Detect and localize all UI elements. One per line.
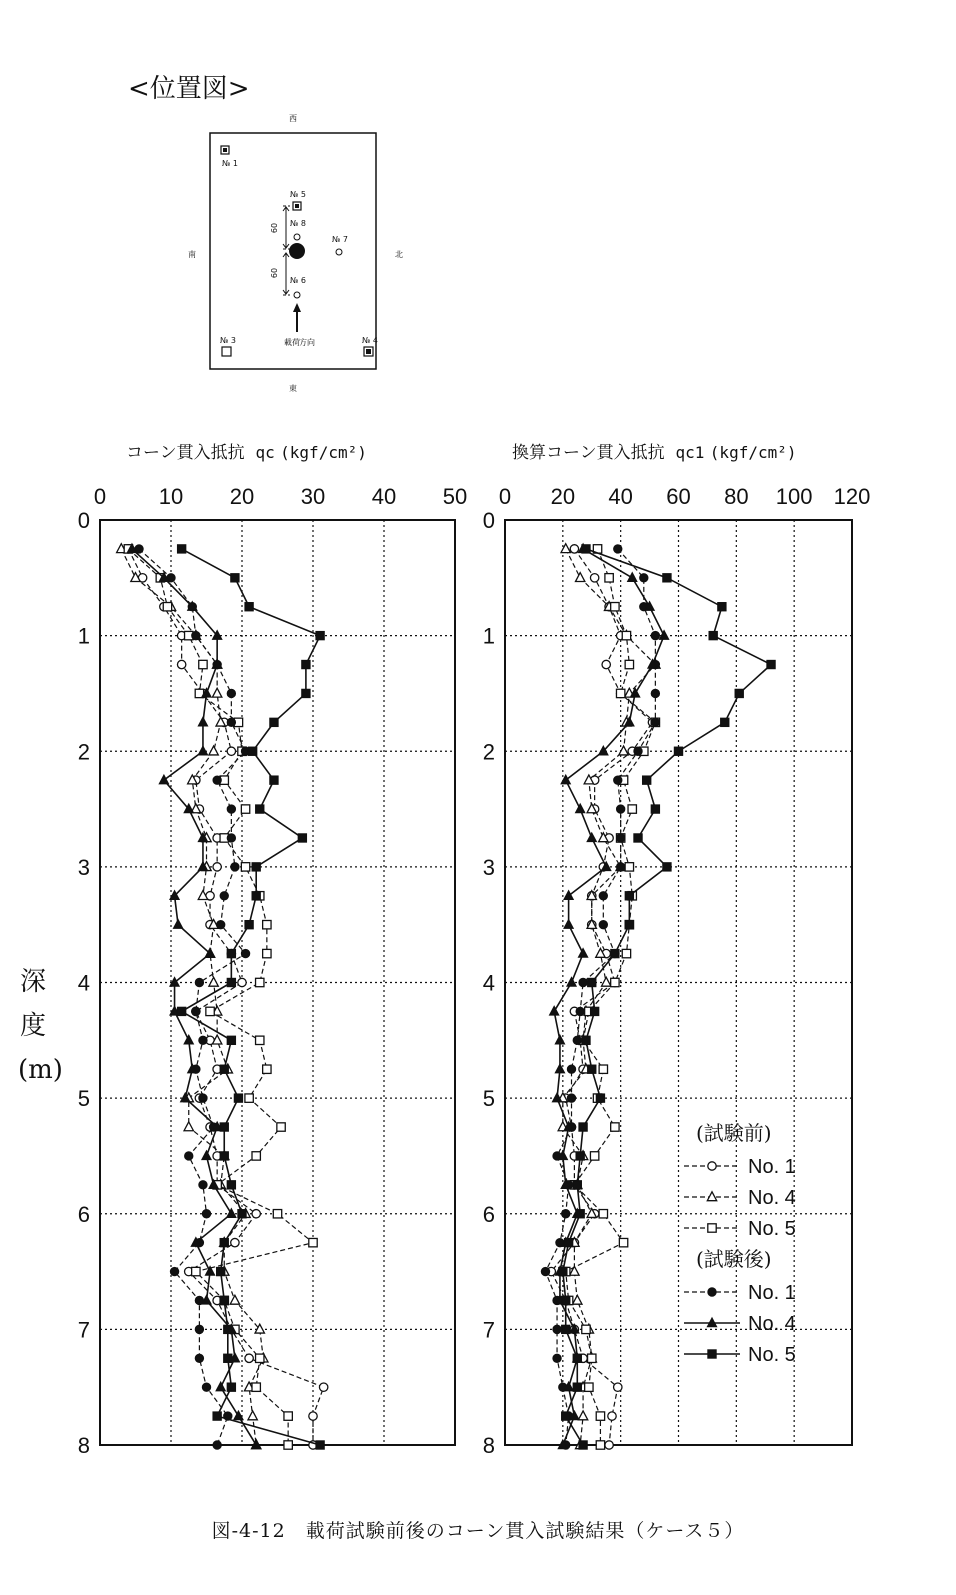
figure-caption: 図-4-12 載荷試験前後のコーン貫入試験結果（ケース５）: [211, 1520, 745, 1542]
chart-right-series-after-no5-point: [588, 978, 596, 986]
chart-left-series-before-no1-point: [245, 1354, 253, 1362]
chart-left-series-after-no4: [127, 544, 261, 1449]
chart-left-series-after-no1-point: [202, 1210, 210, 1218]
chart-left-y-tick-label: 7: [77, 1317, 90, 1343]
chart-left-series-after-no5-point: [227, 1383, 235, 1391]
chart-left-series-after-no1-point: [217, 920, 225, 928]
chart-left-series-after-no5-point: [270, 718, 278, 726]
chart-right-series-after-no4-point: [564, 919, 573, 928]
chart-left-series-after-no1-point: [192, 631, 200, 639]
chart-left-series-after-no5-point: [270, 776, 278, 784]
chart-left-series-after-no5-point: [220, 1296, 228, 1304]
chart-left-series-before-no4: [117, 544, 268, 1449]
chart-left-series-before-no5-point: [192, 1267, 200, 1275]
chart-left-series-before-no5-point: [256, 978, 264, 986]
chart-left-series-after-no1-point: [192, 1007, 200, 1015]
chart-right-series-after-no5-point: [625, 920, 633, 928]
chart-right-series-after-no5-point: [709, 631, 717, 639]
chart-right-series-after-no5-point: [562, 1412, 570, 1420]
chart-left-series-after-no5-point: [238, 1210, 246, 1218]
chart-left-series-after-no5-point: [224, 1325, 232, 1333]
chart-left-series-before-no5-point: [206, 1007, 214, 1015]
chart-left-series-before-no5: [124, 545, 317, 1449]
chart-right-x-tick-label: 20: [550, 484, 576, 509]
chart-left-series-after-no5-point: [302, 689, 310, 697]
chart-left-symbol: qc: [255, 443, 275, 462]
chart-right-series-after-no5-point: [562, 1296, 570, 1304]
chart-left-series-before-no5-point: [263, 1065, 271, 1073]
chart-right-series-after-no5: [559, 545, 776, 1449]
chart-right-series-after-no5-point: [576, 1210, 584, 1218]
chart-left-series-after-no1-point: [213, 1441, 221, 1449]
chart-left-y-tick-label: 6: [77, 1201, 90, 1227]
chart-right-series-after-no4-point: [587, 833, 596, 842]
load-direction-label-2: 方向: [299, 338, 315, 347]
chart-left-series-after-no5-point: [245, 920, 253, 928]
chart-right-series-after-no1-point: [576, 1007, 584, 1015]
chart-right-series-before-no4-point: [575, 573, 584, 582]
chart-right-series-after-no4-point: [549, 1006, 558, 1015]
chart-right-series-after-no1-point: [567, 1065, 575, 1073]
chart-left-series-after-no5-point: [252, 892, 260, 900]
chart-left-y-tick-label: 5: [77, 1086, 90, 1112]
legend-marker: [708, 1224, 716, 1232]
chart-left-x-tick-label: 0: [93, 484, 107, 509]
compass-west: 西: [289, 114, 297, 123]
chart-left-series-before-no5-point: [245, 1094, 253, 1102]
chart-right-series-before-no5-point: [611, 1123, 619, 1131]
chart-left-series-after-no1-point: [170, 1267, 178, 1275]
chart-left-series-before-no5-point: [284, 1441, 292, 1449]
chart-left-series-before-no4-point: [209, 977, 218, 986]
legend-entry-label: No. 4: [748, 1313, 796, 1335]
chart-left-series-after-no1-point: [213, 776, 221, 784]
chart-left-series-before-no1-point: [231, 1238, 239, 1246]
chart-right-series-after-no1-point: [651, 718, 659, 726]
chart-right-series-before-no5-point: [599, 1210, 607, 1218]
chart-left-series-before-no1-point: [252, 1210, 260, 1218]
chart-left-series-after-no1-point: [199, 1036, 207, 1044]
chart-right: [483, 484, 871, 1458]
chart-left-series-after-no5-point: [220, 1123, 228, 1131]
chart-left-y-tick-label: 1: [77, 623, 90, 649]
chart-right-symbol: qc1: [675, 443, 705, 462]
chart-right-series-after-no5-point: [562, 1325, 570, 1333]
chart-left-series-before-no5-point: [256, 1354, 264, 1362]
chart-left-series-before-no1-point: [309, 1412, 317, 1420]
chart-right-series-after-no5-point: [564, 1238, 572, 1246]
chart-right-series-before-no4: [558, 544, 660, 1449]
chart-right-series-before-no5-point: [596, 1441, 604, 1449]
chart-left-series-before-no5-point: [263, 949, 271, 957]
chart-right-series-before-no5-point: [622, 631, 630, 639]
chart-left-series-after-no5-point: [248, 747, 256, 755]
chart-left-series-before-no5-point: [277, 1123, 285, 1131]
chart-left-series-after-no5-point: [220, 1238, 228, 1246]
chart-right-series-after-no1-point: [616, 805, 624, 813]
point-3-label: № 3: [220, 336, 236, 345]
point-4-label: № 4: [362, 336, 378, 345]
chart-right-series-after-no1-point: [579, 978, 587, 986]
chart-left-x-tick-label: 30: [300, 484, 326, 509]
chart-right-series-after-no5-point: [721, 718, 729, 726]
chart-right-y-tick-label: 5: [482, 1086, 495, 1112]
chart-left-series-before-no1-point: [213, 863, 221, 871]
chart-left-series-after-no1-point: [185, 1152, 193, 1160]
chart-right-series-before-no5-point: [588, 1354, 596, 1362]
chart-left-x-tick-label: 40: [371, 484, 397, 509]
chart-right-series-after-no4-line: [554, 549, 664, 1445]
chart-right-series-after-no1-point: [614, 776, 622, 784]
chart-right-unit: (kgf/cm²): [709, 443, 797, 462]
chart-right-series-before-no5-point: [628, 805, 636, 813]
chart-right-series-after-no5-point: [663, 574, 671, 582]
chart-right-x-tick-label: 60: [666, 484, 691, 509]
chart-right-series-after-no5-point: [573, 1181, 581, 1189]
chart-right-series-after-no1-point: [541, 1267, 549, 1275]
chart-left-series-before-no1-point: [238, 978, 246, 986]
chart-right-series-before-no5: [562, 545, 660, 1449]
compass-north: 北: [395, 250, 403, 259]
chart-right-series-before-no5-point: [611, 978, 619, 986]
chart-right-series-before-no1-point: [602, 660, 610, 668]
chart-left-series-after-no5-point: [227, 949, 235, 957]
legend-entry-label: No. 4: [748, 1187, 796, 1209]
chart-right-series-after-no4: [549, 544, 668, 1449]
chart-right-series-after-no5-line: [563, 549, 771, 1445]
chart-left-series-after-no1-point: [227, 834, 235, 842]
chart-left-series-after-no5-line: [182, 549, 320, 1445]
chart-right-series-before-no4-point: [573, 1295, 582, 1304]
point-6-label: № 6: [290, 276, 306, 285]
point-5-label: № 5: [290, 190, 306, 199]
chart-left-series-before-no4-point: [184, 1122, 193, 1131]
depth-axis-label: 深 度 (m): [18, 967, 63, 1085]
chart-left-series-after-no1-point: [199, 1181, 207, 1189]
chart-right-x-tick-label: 80: [724, 484, 749, 509]
chart-right-series-after-no5-point: [588, 1065, 596, 1073]
chart-right-series-after-no5-point: [573, 1354, 581, 1362]
chart-left-series-after-no5-point: [227, 978, 235, 986]
chart-right-series-after-no5-point: [718, 603, 726, 611]
chart-right-series-before-no5-point: [605, 574, 613, 582]
chart-right-series-before-no1-point: [614, 1383, 622, 1391]
chart-left-series-after-no1-line: [139, 549, 246, 1445]
chart-right-series-before-no1-point: [605, 1441, 613, 1449]
chart-left-series-after-no5-point: [220, 1152, 228, 1160]
chart-right-series-after-no1-point: [651, 631, 659, 639]
chart-left-series-after-no4-point: [184, 1035, 193, 1044]
chart-left-x-tick-label: 10: [158, 484, 184, 509]
chart-left-series-before-no5-point: [163, 603, 171, 611]
chart-right-series-after-no1-point: [562, 1210, 570, 1218]
chart-left-series-before-no4-point: [209, 746, 218, 755]
chart-right-y-tick-label: 4: [482, 970, 495, 996]
chart-right-series-after-no5-point: [674, 747, 682, 755]
chart-left-y-tick-label: 8: [77, 1433, 90, 1458]
chart-left-series-before-no4-point: [230, 1295, 239, 1304]
chart-left-series-after-no5-point: [213, 1412, 221, 1420]
chart-left-series-after-no5-point: [227, 1036, 235, 1044]
chart-left-series-after-no1-point: [241, 949, 249, 957]
chart-left-series-after-no1-point: [195, 1354, 203, 1362]
chart-right-y-tick-label: 8: [482, 1433, 495, 1458]
chart-left-x-tick-label: 20: [229, 484, 255, 509]
chart-right-x-tick-label: 40: [608, 484, 633, 509]
chart-right-series-before-no5-point: [622, 949, 630, 957]
chart-left-series-after-no5-point: [231, 574, 239, 582]
chart-left-series-after-no1-point: [202, 1383, 210, 1391]
chart-right-y-tick-label: 0: [482, 508, 495, 533]
chart-right-series-after-no5-point: [735, 689, 743, 697]
chart-left-series-after-no1-point: [220, 892, 228, 900]
chart-right-series-after-no1-point: [599, 920, 607, 928]
chart-right-series-after-no4-point: [564, 891, 573, 900]
chart-left-title-text: コーン貫入抵抗: [126, 443, 245, 463]
chart-right-series-after-no4-point: [628, 573, 637, 582]
chart-right-series-before-no4-point: [578, 1411, 587, 1420]
chart-right-series-after-no5-point: [642, 776, 650, 784]
chart-left-series-before-no5-point: [309, 1238, 317, 1246]
chart-left-series-before-no1-point: [227, 747, 235, 755]
chart-right-series-before-no1-point: [608, 1412, 616, 1420]
chart-right-series-after-no1-point: [614, 545, 622, 553]
legend-group-before-label: (試験前): [696, 1121, 772, 1145]
chart-left-series-after-no4-point: [202, 1151, 211, 1160]
chart-left-series-after-no5-point: [177, 545, 185, 553]
dim-label-upper: 60: [270, 222, 279, 234]
legend-group-after-label: (試験後): [696, 1247, 772, 1271]
chart-left-series-before-no5-point: [199, 660, 207, 668]
chart-left-series-after-no1-point: [227, 805, 235, 813]
chart-right-series-before-no5-point: [611, 603, 619, 611]
chart-right-y-tick-label: 1: [482, 623, 495, 649]
chart-right-series-before-no5-point: [625, 660, 633, 668]
chart-right-x-tick-label: 100: [775, 484, 813, 509]
chart-left-series-before-no5-line: [128, 549, 313, 1445]
chart-right-y-tick-label: 6: [482, 1201, 495, 1227]
chart-right-series-after-no1-point: [553, 1354, 561, 1362]
chart-right-series-after-no5-point: [663, 863, 671, 871]
legend-marker: [707, 1192, 716, 1201]
chart-right-series-after-no1-point: [553, 1325, 561, 1333]
chart-left-series-after-no5-point: [316, 1441, 324, 1449]
chart-right-series-after-no1-point: [599, 892, 607, 900]
location-map-title: <位置図>: [128, 74, 250, 104]
compass-east: 東: [289, 384, 297, 393]
chart-right-series-before-no5-point: [596, 1412, 604, 1420]
legend-entry-label: No. 5: [748, 1344, 796, 1366]
chart-left-series-before-no5-point: [252, 1152, 260, 1160]
legend-entry-label: No. 1: [748, 1282, 796, 1304]
chart-right-series-before-no5-point: [619, 1238, 627, 1246]
chart-right-series-after-no5-point: [625, 892, 633, 900]
compass-south: 南: [188, 250, 196, 259]
chart-right-series-after-no5-point: [634, 834, 642, 842]
chart-right-series-before-no5-point: [599, 1065, 607, 1073]
chart-left-series-after-no5-point: [245, 603, 253, 611]
chart-right-series-after-no1-point: [616, 834, 624, 842]
chart-right-series-after-no1-point: [651, 689, 659, 697]
chart-left-series-after-no5-point: [177, 1007, 185, 1015]
chart-right-series-after-no5-point: [611, 949, 619, 957]
chart-left-series-after-no1-point: [231, 863, 239, 871]
chart-left-series-before-no5-point: [256, 1036, 264, 1044]
chart-right-series-before-no5-point: [625, 863, 633, 871]
chart-right-x-tick-label: 120: [833, 484, 871, 509]
chart-left-series-after-no5-point: [234, 1094, 242, 1102]
chart-left-y-tick-label: 2: [77, 739, 90, 765]
chart-left-series-before-no1-point: [319, 1383, 327, 1391]
chart-right-series-after-no4-point: [567, 977, 576, 986]
chart-left-series-before-no4-point: [248, 1411, 257, 1420]
legend-entry-label: No. 1: [748, 1156, 796, 1178]
legend-entry-label: No. 5: [748, 1218, 796, 1240]
legend-marker: [708, 1350, 716, 1358]
chart-left-series-after-no1-point: [195, 1325, 203, 1333]
chart-left-series-after-no1: [135, 545, 250, 1449]
chart-left-x-tick-label: 50: [442, 484, 468, 509]
chart-right-series-after-no1-point: [640, 574, 648, 582]
chart-left-series-after-no5-point: [224, 1354, 232, 1362]
point-8-label: № 8: [290, 219, 306, 228]
chart-right-series-after-no4-point: [575, 804, 584, 813]
chart-left-series-before-no1-point: [177, 660, 185, 668]
chart-left-series-after-no5-point: [256, 805, 264, 813]
legend-marker: [708, 1162, 716, 1170]
chart-left-unit: (kgf/cm²): [280, 443, 367, 462]
chart-right-series-after-no5-point: [596, 1094, 604, 1102]
chart-right-series-after-no1-point: [634, 747, 642, 755]
chart-left-series-before-no5-point: [273, 1210, 281, 1218]
chart-left-series-after-no4-point: [216, 1382, 225, 1391]
chart-right-series-after-no4-point: [659, 630, 668, 639]
chart-right-series-after-no1-point: [567, 1094, 575, 1102]
legend-marker: [708, 1288, 716, 1296]
chart-left-y-tick-label: 4: [77, 970, 90, 996]
chart-left-series-after-no1-point: [227, 718, 235, 726]
chart-left-series-before-no4-point: [212, 688, 221, 697]
chart-right-series-after-no5-point: [582, 1036, 590, 1044]
chart-right-series-before-no5-point: [616, 689, 624, 697]
chart-right-series-before-no5-point: [585, 1383, 593, 1391]
chart-left-series-before-no5-point: [241, 805, 249, 813]
chart-right-series-before-no1-point: [570, 545, 578, 553]
chart-left-series-before-no5-point: [252, 1383, 260, 1391]
chart-right-series-after-no4-point: [578, 948, 587, 957]
chart-right-series-before-no5-point: [582, 1325, 590, 1333]
chart-right-series-after-no5-point: [767, 660, 775, 668]
chart-left-series-after-no5-point: [227, 1181, 235, 1189]
chart-right-series-before-no4-point: [602, 977, 611, 986]
chart-right-title-text: 換算コーン貫入抵抗: [512, 443, 665, 463]
chart-left-y-tick-label: 0: [77, 508, 90, 533]
dim-label-lower: 60: [270, 267, 279, 279]
chart-left-series-after-no5-point: [220, 1065, 228, 1073]
chart-right-series-after-no5-point: [573, 1383, 581, 1391]
chart-left-series-after-no4-point: [173, 919, 182, 928]
chart-right-series-after-no5-point: [582, 545, 590, 553]
chart-left-series-before-no5-point: [263, 920, 271, 928]
chart-left: [78, 484, 467, 1458]
load-direction-label-1: 載荷: [284, 338, 300, 347]
chart-left-series-after-no4-point: [159, 775, 168, 784]
chart-right-series-after-no1-point: [573, 1036, 581, 1044]
chart-left-series-after-no1-point: [195, 978, 203, 986]
chart-right-series-after-no5-point: [579, 1441, 587, 1449]
chart-right-x-tick-label: 0: [498, 484, 512, 509]
chart-left-series-after-no5-point: [252, 863, 260, 871]
chart-right-y-tick-label: 7: [482, 1317, 495, 1343]
chart-left-series-before-no5-point: [284, 1412, 292, 1420]
chart-left-series-after-no1-point: [227, 689, 235, 697]
chart-right-series-after-no1-point: [616, 863, 624, 871]
chart-left-series-after-no5-point: [316, 631, 324, 639]
chart-left-series-after-no4-point: [198, 717, 207, 726]
chart-right-series-before-no1-point: [590, 574, 598, 582]
chart-left-series-after-no5-point: [217, 1267, 225, 1275]
chart-left-series-after-no4-point: [198, 746, 207, 755]
chart-right-series-after-no5-point: [590, 1007, 598, 1015]
chart-left-y-tick-label: 3: [77, 854, 90, 880]
chart-right-series-after-no5-point: [576, 1152, 584, 1160]
chart-right-series-before-no5-point: [590, 1152, 598, 1160]
point-1-label: № 1: [222, 159, 238, 168]
chart-right-y-tick-label: 3: [482, 854, 495, 880]
chart-left-series-after-no4-line: [132, 549, 256, 1445]
chart-right-series-after-no5-point: [651, 805, 659, 813]
chart-left-series-after-no5-point: [302, 660, 310, 668]
chart-left-series-after-no1-point: [199, 1094, 207, 1102]
chart-right-series-after-no5-point: [579, 1123, 587, 1131]
chart-left-series-before-no5-point: [241, 863, 249, 871]
chart-right-series-after-no5-point: [559, 1267, 567, 1275]
chart-left-series-after-no5-point: [298, 834, 306, 842]
point-7-label: № 7: [332, 235, 348, 244]
chart-right-y-tick-label: 2: [482, 739, 495, 765]
